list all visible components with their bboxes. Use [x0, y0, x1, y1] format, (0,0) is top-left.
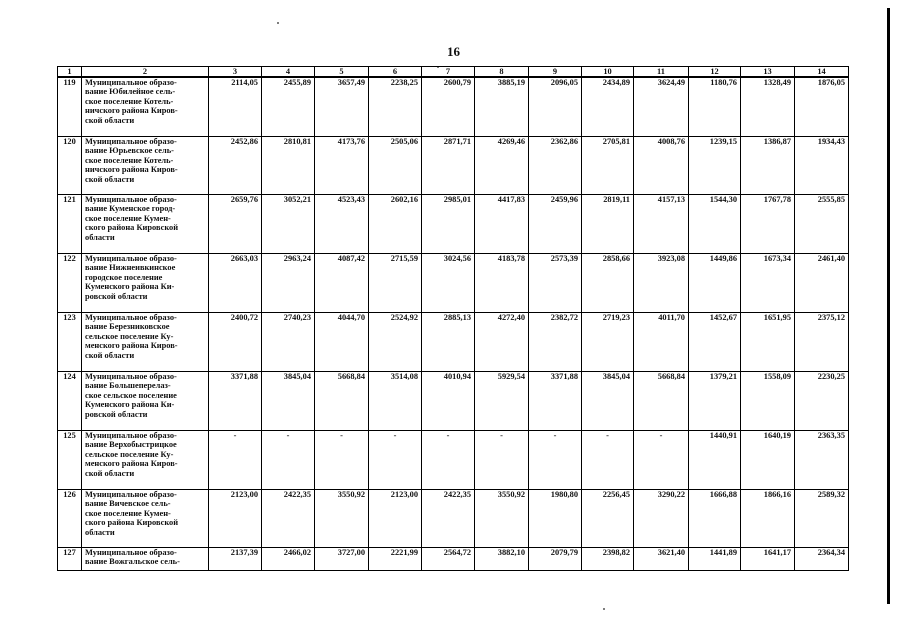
municipality-name	[82, 313, 209, 372]
value-cell-col8: 5929,54	[475, 372, 529, 431]
column-header-7: 7	[422, 67, 475, 78]
column-header-3: 3	[209, 67, 262, 78]
value-cell-col4: 2466,02	[262, 548, 315, 571]
municipality-name	[82, 137, 209, 195]
column-header-2: 2	[82, 67, 209, 78]
value-cell-col10: 2256,45	[582, 490, 634, 548]
name-line: области	[85, 527, 115, 537]
name-line: вание Нижнеивкинское	[85, 263, 176, 273]
name-line: ровской области	[85, 291, 148, 301]
table-row	[58, 431, 849, 490]
value-cell-col10: 3845,04	[582, 372, 634, 431]
value-cell-col9: 2096,05	[529, 77, 582, 137]
value-cell-col12: 1544,30	[689, 195, 741, 254]
value-cell-col4: 2740,23	[262, 313, 315, 372]
row-index: 122	[58, 254, 82, 313]
value-cell-col13: 1640,19	[741, 431, 795, 490]
name-line: сельское поселение Ку-	[85, 449, 174, 459]
value-cell-col3: 2400,72	[209, 313, 262, 372]
column-header-14: 14	[795, 67, 849, 78]
name-line: ское поселение Котель-	[85, 155, 174, 165]
name-line: ровской области	[85, 409, 148, 419]
value-cell-col9: 1980,80	[529, 490, 582, 548]
value-cell-col14: 2589,32	[795, 490, 849, 548]
name-line: Муниципальное образо-	[85, 431, 177, 440]
value-cell-col8: 3882,10	[475, 548, 529, 571]
value-cell-col3: 3371,88	[209, 372, 262, 431]
name-line: Муниципальное образо-	[85, 78, 177, 87]
value-cell-col12: 1452,67	[689, 313, 741, 372]
row-index: 126	[58, 490, 82, 548]
value-cell-col12: 1440,91	[689, 431, 741, 490]
value-cell-col5: 3550,92	[315, 490, 369, 548]
value-cell-col13: 1866,16	[741, 490, 795, 548]
value-cell-col9: -	[529, 431, 582, 490]
value-cell-col14: 2364,34	[795, 548, 849, 571]
column-header-5: 5	[315, 67, 369, 78]
name-line: вание Юрьевское сель-	[85, 146, 174, 156]
value-cell-col9: 2362,86	[529, 137, 582, 195]
value-cell-col9: 2573,39	[529, 254, 582, 313]
value-cell-col4: 3845,04	[262, 372, 315, 431]
column-header-9: 9	[529, 67, 582, 78]
table-row	[58, 548, 849, 571]
value-cell-col13: 1673,34	[741, 254, 795, 313]
value-cell-col9: 3371,88	[529, 372, 582, 431]
value-cell-col13: 1767,78	[741, 195, 795, 254]
value-cell-col7: 3024,56	[422, 254, 475, 313]
name-line: менского района Киров-	[85, 341, 178, 351]
value-cell-col14: 1934,43	[795, 137, 849, 195]
value-cell-col12: 1449,86	[689, 254, 741, 313]
table-body	[58, 77, 849, 571]
value-cell-col13: 1558,09	[741, 372, 795, 431]
value-cell-col8: 3885,19	[475, 77, 529, 137]
name-line: Муниципальное образо-	[85, 195, 177, 204]
name-line: ское сельское поселение	[85, 390, 177, 400]
name-line: Куменского района Ки-	[85, 282, 175, 292]
name-line: Куменского района Ки-	[85, 400, 175, 410]
name-line: области	[85, 232, 115, 242]
value-cell-col4: 3052,21	[262, 195, 315, 254]
value-cell-col5: 4173,76	[315, 137, 369, 195]
value-cell-col11: 4011,70	[634, 313, 689, 372]
table-row	[58, 254, 849, 313]
column-header-13: 13	[741, 67, 795, 78]
value-cell-col12: 1180,76	[689, 77, 741, 137]
value-cell-col11: -	[634, 431, 689, 490]
value-cell-col3: 2452,86	[209, 137, 262, 195]
name-line: вание Вожгальское сель-	[85, 557, 180, 567]
value-cell-col6: 2238,25	[369, 77, 422, 137]
column-header-4: 4	[262, 67, 315, 78]
value-cell-col8: 4269,46	[475, 137, 529, 195]
value-cell-col5: 4087,42	[315, 254, 369, 313]
value-cell-col5: 4523,43	[315, 195, 369, 254]
name-line: вание Вичевское сель-	[85, 499, 171, 509]
value-cell-col3: 2663,03	[209, 254, 262, 313]
value-cell-col12: 1239,15	[689, 137, 741, 195]
table-row	[58, 372, 849, 431]
value-cell-col5: 3657,49	[315, 77, 369, 137]
row-index: 125	[58, 431, 82, 490]
value-cell-col6: 2221,99	[369, 548, 422, 571]
column-header-1: 1	[58, 67, 82, 78]
value-cell-col14: 2375,12	[795, 313, 849, 372]
value-cell-col7: 2600,79	[422, 77, 475, 137]
municipality-name	[82, 195, 209, 254]
value-cell-col10: 2858,66	[582, 254, 634, 313]
table-row	[58, 313, 849, 372]
value-cell-col11: 4008,76	[634, 137, 689, 195]
row-index: 123	[58, 313, 82, 372]
value-cell-col10: 2719,23	[582, 313, 634, 372]
name-line: Муниципальное образо-	[85, 548, 177, 557]
scan-speck	[277, 22, 279, 24]
value-cell-col14: 2230,25	[795, 372, 849, 431]
name-line: ского района Кировской	[85, 223, 179, 233]
row-index: 120	[58, 137, 82, 195]
column-header-12: 12	[689, 67, 741, 78]
value-cell-col10: 2398,82	[582, 548, 634, 571]
value-cell-col5: 4044,70	[315, 313, 369, 372]
value-cell-col11: 3290,22	[634, 490, 689, 548]
table-row	[58, 137, 849, 195]
value-cell-col14: 1876,05	[795, 77, 849, 137]
value-cell-col6: 2715,59	[369, 254, 422, 313]
row-index: 121	[58, 195, 82, 254]
municipality-name	[82, 431, 209, 490]
margin-rule	[887, 8, 890, 604]
name-line: ской области	[85, 174, 135, 184]
name-line: ничского района Киров-	[85, 106, 178, 116]
value-cell-col3: 2659,76	[209, 195, 262, 254]
name-line: Муниципальное образо-	[85, 254, 177, 263]
municipality-name	[82, 490, 209, 548]
municipality-name	[82, 77, 209, 137]
value-cell-col10: 2434,89	[582, 77, 634, 137]
value-cell-col4: 2422,35	[262, 490, 315, 548]
value-cell-col13: 1651,95	[741, 313, 795, 372]
value-cell-col5: 3727,00	[315, 548, 369, 571]
value-cell-col11: 4157,13	[634, 195, 689, 254]
value-cell-col3: 2123,00	[209, 490, 262, 548]
name-line: вание Березниковское	[85, 322, 170, 332]
name-line: вание Юбилейное сель-	[85, 87, 176, 97]
name-line: ское поселение Котель-	[85, 96, 174, 106]
value-cell-col5: 5668,84	[315, 372, 369, 431]
name-line: ское поселение Кумен-	[85, 508, 171, 518]
value-cell-col4: 2963,24	[262, 254, 315, 313]
name-line: ской области	[85, 350, 135, 360]
name-line: ской области	[85, 468, 135, 478]
value-cell-col12: 1666,88	[689, 490, 741, 548]
municipality-name	[82, 548, 209, 571]
name-line: ского района Кировской	[85, 518, 179, 528]
value-cell-col7: 2422,35	[422, 490, 475, 548]
value-cell-col14: 2363,35	[795, 431, 849, 490]
value-cell-col7: 4010,94	[422, 372, 475, 431]
value-cell-col7: 2885,13	[422, 313, 475, 372]
row-index: 127	[58, 548, 82, 571]
value-cell-col7: 2564,72	[422, 548, 475, 571]
value-cell-col11: 3624,49	[634, 77, 689, 137]
name-line: вание Большеперелаз-	[85, 381, 171, 391]
value-cell-col6: 2602,16	[369, 195, 422, 254]
value-cell-col13: 1386,87	[741, 137, 795, 195]
value-cell-col9: 2079,79	[529, 548, 582, 571]
value-cell-col6: 3514,08	[369, 372, 422, 431]
value-cell-col10: 2705,81	[582, 137, 634, 195]
page-number: 16	[447, 44, 460, 59]
value-cell-col10: -	[582, 431, 634, 490]
value-cell-col14: 2555,85	[795, 195, 849, 254]
value-cell-col4: 2455,89	[262, 77, 315, 137]
value-cell-col3: 2114,05	[209, 77, 262, 137]
value-cell-col3: 2137,39	[209, 548, 262, 571]
municipality-name	[82, 254, 209, 313]
value-cell-col14: 2461,40	[795, 254, 849, 313]
value-cell-col8: 4183,78	[475, 254, 529, 313]
value-cell-col6: -	[369, 431, 422, 490]
value-cell-col6: 2524,92	[369, 313, 422, 372]
name-line: Муниципальное образо-	[85, 490, 177, 499]
name-line: ской области	[85, 115, 135, 125]
value-cell-col7: -	[422, 431, 475, 490]
value-cell-col4: -	[262, 431, 315, 490]
column-header-6: 6	[369, 67, 422, 78]
name-line: Муниципальное образо-	[85, 313, 177, 322]
value-cell-col11: 3621,40	[634, 548, 689, 571]
value-cell-col9: 2459,96	[529, 195, 582, 254]
value-cell-col3: -	[209, 431, 262, 490]
value-cell-col6: 2505,06	[369, 137, 422, 195]
name-line: ское поселение Кумен-	[85, 213, 171, 223]
value-cell-col10: 2819,11	[582, 195, 634, 254]
table-row	[58, 195, 849, 254]
name-line: сельское поселение Ку-	[85, 331, 174, 341]
name-line: менского района Киров-	[85, 459, 178, 469]
scan-speck	[603, 608, 605, 610]
row-index: 124	[58, 372, 82, 431]
value-cell-col11: 3923,08	[634, 254, 689, 313]
name-line: Муниципальное образо-	[85, 372, 177, 381]
table-header	[58, 67, 849, 78]
table-row	[58, 77, 849, 137]
name-line: ничского района Киров-	[85, 165, 178, 175]
column-header-11: 11	[634, 67, 689, 78]
value-cell-col12: 1441,89	[689, 548, 741, 571]
table-row	[58, 490, 849, 548]
value-cell-col7: 2985,01	[422, 195, 475, 254]
value-cell-col12: 1379,21	[689, 372, 741, 431]
value-cell-col13: 1641,17	[741, 548, 795, 571]
value-cell-col8: -	[475, 431, 529, 490]
row-index: 119	[58, 77, 82, 137]
column-header-10: 10	[582, 67, 634, 78]
name-line: Муниципальное образо-	[85, 137, 177, 146]
name-line: городское поселение	[85, 272, 163, 282]
value-cell-col9: 2382,72	[529, 313, 582, 372]
municipality-name	[82, 372, 209, 431]
value-cell-col4: 2810,81	[262, 137, 315, 195]
column-header-8: 8	[475, 67, 529, 78]
value-cell-col8: 4272,40	[475, 313, 529, 372]
value-cell-col8: 4417,83	[475, 195, 529, 254]
name-line: вание Верхобыстрицкое	[85, 440, 177, 450]
value-cell-col8: 3550,92	[475, 490, 529, 548]
value-cell-col5: -	[315, 431, 369, 490]
value-cell-col11: 5668,84	[634, 372, 689, 431]
value-cell-col7: 2871,71	[422, 137, 475, 195]
data-table	[57, 66, 849, 571]
value-cell-col6: 2123,00	[369, 490, 422, 548]
name-line: вание Куменское город-	[85, 204, 176, 214]
value-cell-col13: 1328,49	[741, 77, 795, 137]
